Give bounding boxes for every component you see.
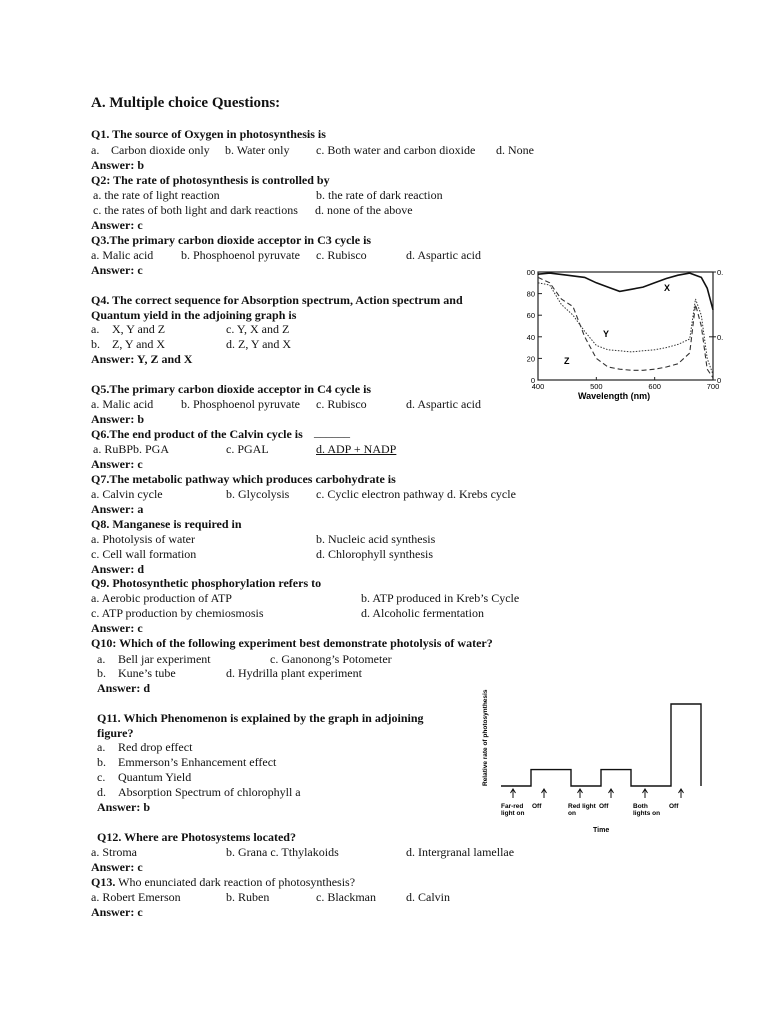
question-3: Q3.The primary carbon dioxide acceptor in C3 cycle is: [91, 233, 372, 247]
q8-option-a: a. Photolysis of water: [91, 532, 195, 546]
q1-option-a-marker: a.: [91, 143, 100, 157]
q13-number: Q13.: [91, 875, 116, 889]
question-2: Q2: The rate of photosynthesis is controlled by: [91, 173, 330, 187]
q8-option-d: d. Chlorophyll synthesis: [316, 547, 434, 561]
q13-option-a: a. Robert Emerson: [91, 890, 181, 904]
q3-option-a: a. Malic acid: [91, 248, 154, 262]
q3-option-b: b. Phosphoenol pyruvate: [181, 248, 300, 262]
q11-option-d-marker: d.: [97, 785, 106, 799]
q10-option-d: d. Hydrilla plant experiment: [226, 666, 362, 680]
q12-option-d: d. Intergranal lamellae: [406, 845, 515, 859]
event-label: Off: [599, 803, 609, 810]
q3-option-c: c. Rubisco: [316, 248, 367, 262]
emerson-y-axis-label: Relative rate of photosynthesis: [482, 689, 489, 786]
spectrum-chart: [518, 268, 728, 402]
q7-option-c-d: c. Cyclic electron pathway d. Krebs cycle: [316, 487, 516, 501]
question-5: Q5.The primary carbon dioxide acceptor in C4 cycle is: [91, 382, 372, 396]
q9-option-c: c. ATP production by chemiosmosis: [91, 606, 264, 620]
right-tick-label: 0.: [717, 332, 724, 342]
q2-option-a: a. the rate of light reaction: [93, 188, 220, 202]
emerson-x-axis-label: Time: [593, 827, 610, 834]
q10-option-a-marker: a.: [97, 652, 106, 666]
question-12: Q12. Where are Photosystems located?: [97, 830, 296, 844]
q12-option-b-c: b. Grana c. Tthylakoids: [226, 845, 339, 859]
right-tick-label: 0: [717, 376, 722, 385]
q6-option-c: c. PGAL: [226, 442, 269, 456]
q1-answer: Answer: b: [91, 158, 144, 172]
q7-answer: Answer: a: [91, 502, 144, 516]
series-x-label: X: [664, 283, 671, 293]
q4-option-a: X, Y and Z: [112, 322, 166, 336]
y-tick-label: 40: [526, 332, 535, 342]
q11-option-b: Emmerson’s Enhancement effect: [118, 755, 277, 769]
x-tick-label: 600: [648, 382, 661, 391]
q12-answer: Answer: c: [91, 860, 143, 874]
q10-answer: Answer: d: [97, 681, 150, 695]
q10-option-c: c. Ganonong’s Potometer: [270, 652, 392, 666]
y-tick-label: 80: [526, 289, 535, 299]
series-x-line: [538, 273, 713, 310]
q11-option-d: Absorption Spectrum of chlorophyll a: [118, 785, 301, 799]
right-tick-label: 0.: [717, 268, 724, 277]
q7-option-b: b. Glycolysis: [226, 487, 290, 501]
q13-answer: Answer: c: [91, 905, 143, 919]
q2-option-d: d. none of the above: [315, 203, 413, 217]
q5-option-c: c. Rubisco: [316, 397, 367, 411]
q1-option-c: c. Both water and carbon dioxide: [316, 143, 476, 157]
q4-option-c: c. Y, X and Z: [226, 322, 290, 336]
q9-option-b: b. ATP produced in Kreb’s Cycle: [361, 591, 520, 605]
section-heading: A. Multiple choice Questions:: [91, 95, 281, 111]
q5-option-a: a. Malic acid: [91, 397, 154, 411]
q9-answer: Answer: c: [91, 621, 143, 635]
question-11-line1: Q11. Which Phenomenon is explained by the graph in adjoining: [97, 711, 424, 725]
y-tick-label: 0: [530, 376, 535, 385]
q11-option-a-marker: a.: [97, 740, 106, 754]
q13-option-d: d. Calvin: [406, 890, 450, 904]
question-10: Q10: Which of the following experiment best demonstrate photolysis of water?: [91, 636, 493, 650]
q4-option-b-marker: b.: [91, 337, 100, 351]
q6-blank: ______: [314, 425, 350, 439]
q5-option-b: b. Phosphoenol pyruvate: [181, 397, 300, 411]
q3-answer: Answer: c: [91, 263, 143, 277]
q2-answer: Answer: c: [91, 218, 143, 232]
y-tick-label: 00: [526, 268, 535, 277]
x-tick-label: 400: [531, 382, 545, 391]
q4-option-d: d. Z, Y and X: [226, 337, 292, 351]
question-9: Q9. Photosynthetic phosphorylation refers to: [91, 576, 322, 590]
event-label: Far-red light on: [501, 803, 525, 817]
q10-option-b-marker: b.: [97, 666, 106, 680]
y-tick-label: 60: [526, 311, 535, 321]
q8-option-b: b. Nucleic acid synthesis: [316, 532, 436, 546]
event-label: Red light on: [568, 803, 596, 817]
q1-option-d: d. None: [496, 143, 534, 157]
q1-option-a: Carbon dioxide only: [111, 143, 210, 157]
series-z-label: Z: [564, 356, 570, 366]
x-tick-label: 700: [706, 382, 720, 391]
q4-option-a-marker: a.: [91, 322, 100, 336]
question-7: Q7.The metabolic pathway which produces carbohydrate is: [91, 472, 396, 486]
event-label: Off: [532, 803, 542, 810]
x-tick-label: 500: [590, 382, 603, 391]
q4-option-b: Z, Y and X: [112, 337, 166, 351]
q11-option-a: Red drop effect: [118, 740, 193, 754]
q6-answer: Answer: c: [91, 457, 143, 471]
q13-option-c: c. Blackman: [316, 890, 376, 904]
q8-answer: Answer: d: [91, 562, 144, 576]
q5-option-d: d. Aspartic acid: [406, 397, 481, 411]
series-y-label: Y: [603, 329, 610, 339]
question-8: Q8. Manganese is required in: [91, 517, 242, 531]
emerson-effect-chart: [475, 689, 705, 838]
q6-option-d: d. ADP + NADP: [316, 442, 397, 456]
y-tick-label: 20: [526, 354, 535, 364]
event-label: Off: [669, 803, 679, 810]
q6-option-a: a. RuBPb. PGA: [93, 442, 170, 456]
q11-option-b-marker: b.: [97, 755, 106, 769]
emerson-rate-line: [501, 704, 701, 786]
q13-option-b: b. Ruben: [226, 890, 270, 904]
event-label: Both lights on: [633, 803, 661, 817]
q5-answer: Answer: b: [91, 412, 144, 426]
q4-answer: Answer: Y, Z and X: [91, 352, 193, 366]
q11-option-c: Quantum Yield: [118, 770, 192, 784]
question-13: [91, 875, 355, 889]
question-11-line2: figure?: [97, 726, 134, 740]
q13-text: Who enunciated dark reaction of photosynthesis?: [115, 875, 356, 889]
q2-option-c: c. the rates of both light and dark reactions: [93, 203, 298, 217]
q10-option-b: Kune’s tube: [118, 666, 176, 680]
q3-option-d: d. Aspartic acid: [406, 248, 481, 262]
question-1: Q1. The source of Oxygen in photosynthesis is: [91, 127, 326, 141]
question-4-line1: Q4. The correct sequence for Absorption spectrum, Action spectrum and: [91, 293, 463, 307]
question-4-line2: Quantum yield in the adjoining graph is: [91, 308, 297, 322]
q9-option-d: d. Alcoholic fermentation: [361, 606, 484, 620]
question-6: Q6.The end product of the Calvin cycle is: [91, 427, 303, 441]
q1-option-b: b. Water only: [225, 143, 290, 157]
q9-option-a: a. Aerobic production of ATP: [91, 591, 232, 605]
q12-option-a: a. Stroma: [91, 845, 137, 859]
q7-option-a: a. Calvin cycle: [91, 487, 163, 501]
q11-option-c-marker: c.: [97, 770, 106, 784]
q10-option-a: Bell jar experiment: [118, 652, 211, 666]
q8-option-c: c. Cell wall formation: [91, 547, 197, 561]
spectrum-x-axis-label: Wavelength (nm): [578, 391, 651, 401]
q11-answer: Answer: b: [97, 800, 150, 814]
q2-option-b: b. the rate of dark reaction: [316, 188, 443, 202]
